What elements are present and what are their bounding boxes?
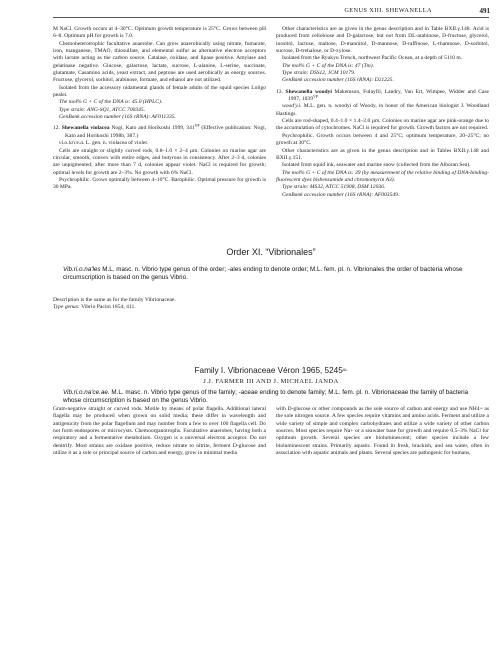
species-etymology: wood'y.i. M.L. gen. n. woodyi of Woody, in honor of the American biologist J. Woodland Hastings. [276,103,489,117]
paragraph: Description is the same as for the family Vibrionaceae. [53,297,176,303]
paragraph: The mol% G + C of the DNA is: 39 (by measurement of the relative binding of DNA-binding-fluorescent dyes bisbenzamide and chromomycin A3). [276,169,489,183]
paragraph: Type strain: MS32, ATCC 51908, DSM 12036. [282,184,386,191]
species-heading-12: 12. Shewanella violacea Nogi, Kato and Horikoshi 1999, $341^{VP}$ (Effective publication: Nogi, Kato and Horikoshi 1998b, 387.) [53,124,267,139]
species-name: Shewanella violacea [61,125,110,132]
species-etymology: vi.o.la'ce.a. L. gen. n. violacea of violet. [59,140,149,147]
paragraph: The mol% G + C of the DNA is: 47 (Tm). [282,62,374,69]
paragraph: Gram-negative straight or curved rods. Motile by means of polar flagella. Additional lateral flagella may be produced when grown on solid media; these differ in wavelength and antigenicity from the polar flagellum and may number from a few to over 100 flagella cell. Do not form endospores or microcysts. Chemoorganotrophs. Facultative anaerobes, having both a respiratory and a fermentative metabolism. Oxygen is a universal electron acceptor. Do not denitrify. Most strains are oxidase positive, reduce nitrate to nitrite, ferment D-glucose and utilize it as a sole or principal source of carbon and energy, grow in minimal media [53,406,266,457]
paragraph: GenBank accession number (16S rRNA): AF011335. [59,114,176,121]
left-column-top [53,26,266,192]
paragraph: Other characteristics are as given in the genus description and in Table BXII.γ.148. Acid is produced from cellobiose and D-galactose, but not from DL-arabinose, D-fructose, glycerol, inositol, lactose, maltose, D-mannitol, D-mannose, D-raffinose, L-rhamnose, D-sorbitol, sucrose, D-trehalose, or D-xylose. [276,26,489,55]
paragraph: GenBank accession number (16S rRNA): D21225. [282,77,394,84]
paragraph: Cells are rod-shaped, 0.4–1.0 × 1.4–2.0 µm. Colonies on marine agar are pink-orange due to the accumulation of cytochromes. NaCl is required for growth. Growth factors are not required. [276,118,489,132]
paragraph: Type strain: DSS12, JCM 10179. [282,70,356,77]
paragraph: Isolated from the accessory nidamental glands of female adults of the squid species Loligo pealei. [53,84,266,99]
paragraph: Cells are straight or slightly curved rods, 0.8–1.0 × 2–4 µm. Colonies on marine agar are circular, smooth, convex with entire edges, and butyrous in consistency. After 2–3 d, colonies are unpigmented; after more than 7 d, colonies appear violet. NaCl is required for growth; optimal levels for growth are 2–3%. No growth with 6% NaCl. [53,147,266,176]
family-authors: J.J. FARMER III AND J. MICHAEL JANDA [203,378,339,385]
running-header [0,7,502,19]
order-description [53,297,489,312]
paragraph: Psychrophilic. Growth occurs between 4 and 25°C; optimum temperature, 20–25°C; no growth at 30°C. [276,132,489,147]
running-title: GENUS XIII. SHEWANELLA [344,7,432,14]
species-heading-13: 13. Shewanella woodyi Makemson, Fulayfil, Landry, Van Ert, Wimpee, Widder and Case 1997, $1039^{VP}$ [276,88,490,103]
species-name: Shewanella woodyi [285,88,332,95]
page-number: 491 [479,7,490,15]
left-column-bottom [53,406,266,457]
family-etymology: Vib.ri.o.na'ce.ae. M.L. masc. n. Vibrio type genus of the family; -aceae ending to denote family; M.L. fem. pl. n. Vibrionaceae the family of bacteria whose circumscription is based on the genus Vibrio. [63,389,469,404]
paragraph: Isolated from the Ryukyu Trench, northwest Pacific Ocean, at a depth of 5110 m. [282,55,463,62]
type-genus: Type genus: Vibrio Pacini 1854, 411. [53,304,136,311]
paragraph: with D-glucose or other compounds as the sole source of carbon and energy and use NH4+ as the sole nitrogen source. A few species require vitamins and amino acids. Ferment and utilize a wide variety of simple and complex carbohydrates and utilize a wide variety of other carbon sources. Most species require Na+ or a seawater base for growth and require 0.5–3% NaCl for optimum growth. Several species are bioluminescent; other species include a few bioluminescent strains. Primarily aquatic. Found in fresh, brackish, and sea water, often in association with aquatic animals and plants. Several species are pathogenic for humans, [276,406,489,457]
right-column-top [276,26,489,199]
paragraph: Psychrophilic. Grows optimally between 4–10°C. Barophilic. Optimal pressure for growth is 30 MPa. [53,176,266,191]
order-etymology: Vib.ri.o.na'les M.L. masc. n. Vibrio type genus of the order; -ales ending to denote order; M.L. fem. pl. n. Vibrionales the order of bacteria whose circumscription is based on the genus Vibrio. [63,266,463,281]
family-heading: Family I. Vibrionaceae Véron 1965, $5245^{AL}$ [194,366,348,375]
paragraph: Type strain: ANG-SQ1, ATCC 700345. [59,106,146,113]
header-rule [53,17,489,18]
paragraph: Other characteristics are as given in the genus description and in Tables BXII.γ.148 and BXII.γ.151. [276,147,489,161]
paragraph: Chemoheterotrophic facultative anaerobe. Can grow anaerobically using nitrate, fumarate, iron, manganese, TMAO, thiosulfate, and elemental sulfur as alternative electron acceptors with lactate acting as the carbon source. Catalase, oxidase, and lipase positive. Amylase and gelatinase negative. Glucose, galactose, lactate, sucrose, L-alanine, L-serine, succinate, glutamate, Casamino acids, yeast extract, and peptone are used aerobically as energy sources. Fructose, glycerol, sorbitol, arabinose, formate, and ethanol are not utilized. [53,40,266,84]
paragraph: Isolated from squid ink, seawater and marine snow (collected from the Alboran Sea). [282,162,471,169]
paragraph: The mol% G + C of the DNA is: 45.0 (HPLC). [59,99,163,106]
right-column-bottom [276,406,489,457]
order-heading: Order XI. “Vibrionales” [226,247,316,257]
paragraph: M NaCl. Growth occurs at 4–30°C. Optimum growth temperature is 25°C. Grows between pH 6–8. Optimum pH for growth is 7.0. [53,26,266,40]
paragraph: GenBank accession number (16S rRNA): AF003549. [282,191,400,198]
